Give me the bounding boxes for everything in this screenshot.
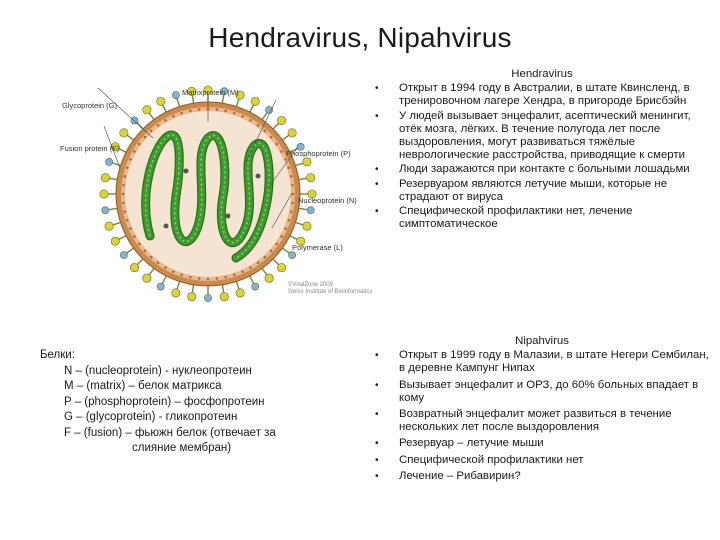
nipah-bullet-text: Открыт в 1999 году в Малазии, в штате Негери Сембилан, в деревне Кампунг Нипах: [399, 349, 709, 375]
matrix-dot: [275, 243, 278, 246]
hendra-bullet-text: У людей вызывает энцефалит, асептический менингит, отёк мозга, лёгких. В течение полугода лет после выздоровления, могут развиваться тяжёлые неврологические расстройства, приводящие к смерти: [399, 109, 691, 162]
matrix-dot: [126, 166, 129, 169]
matrix-dot: [233, 112, 236, 115]
hendra-bullet: [374, 178, 710, 204]
nipah-bullet: [374, 408, 710, 434]
proteins-heading: Белки:: [40, 349, 75, 361]
matrix-dot: [126, 219, 129, 222]
label-nucleoprotein: Nucleoprotein (N): [298, 196, 357, 205]
matrix-dot: [133, 235, 136, 238]
matrix-dot: [241, 115, 244, 118]
matrix-dot: [189, 110, 192, 113]
glycoprotein-spike: [172, 289, 180, 297]
glycoprotein-spike: [105, 222, 113, 230]
glycoprotein-spike: [307, 174, 315, 182]
matrix-dot: [207, 278, 210, 281]
nipah-bullet: [374, 349, 710, 375]
matrix-dot: [280, 150, 283, 153]
hendra-bullet: [374, 205, 710, 231]
matrix-dot: [270, 136, 273, 139]
glycoprotein-spike: [220, 293, 228, 301]
matrix-dot: [157, 261, 160, 264]
fusion-protein-spike: [307, 207, 314, 214]
glycoprotein-spike: [188, 293, 196, 301]
nipah-bullet-text: Специфической профилактики нет: [399, 453, 584, 466]
matrix-dot: [291, 202, 294, 205]
fusion-protein-spike: [289, 252, 296, 259]
nipah-bullet: [374, 437, 710, 450]
label-glycoprotein: Glycoprotein (G): [62, 101, 118, 110]
proteins-legend: [40, 348, 330, 457]
matrix-dot: [270, 250, 273, 253]
fusion-protein-spike: [204, 294, 211, 301]
protein-item: M – (matrix) – белок матрикса: [64, 380, 222, 392]
label-phosphoprotein: Phosphoprotein (P): [286, 149, 351, 158]
polymerase-mark: [226, 214, 231, 219]
nipahvirus-heading: Nipahvirus: [515, 335, 569, 347]
matrix-dot: [122, 202, 125, 205]
glycoprotein-spike: [157, 97, 165, 105]
bullet-icon: •: [375, 379, 379, 391]
matrix-dot: [290, 175, 293, 178]
bullet-icon: •: [375, 454, 379, 466]
hendra-bullet: [374, 163, 710, 176]
matrix-dot: [257, 124, 260, 127]
matrix-dot: [144, 250, 147, 253]
glycoprotein-spike: [143, 106, 151, 114]
polymerase-mark: [256, 174, 261, 179]
fusion-protein-spike: [172, 91, 179, 98]
matrix-dot: [189, 276, 192, 279]
virus-diagram: [58, 76, 373, 316]
glycoprotein-spike: [101, 174, 109, 182]
nipah-bullet: [374, 454, 710, 467]
glycoprotein-spike: [265, 274, 273, 282]
glycoprotein-spike: [303, 222, 311, 230]
matrix-dot: [129, 158, 132, 161]
matrix-dot: [129, 227, 132, 230]
nipahvirus-section: [374, 335, 710, 486]
bullet-icon: •: [375, 206, 379, 218]
matrix-dot: [150, 256, 153, 259]
matrix-dot: [124, 175, 127, 178]
hendra-bullet-text: Люди заражаются при контакте с больными лошадьми: [399, 163, 690, 176]
protein-item: N – (nucleoprotein) - нуклеопротеин: [64, 364, 252, 377]
matrix-dot: [138, 143, 141, 146]
matrix-dot: [216, 108, 219, 111]
matrix-dot: [233, 274, 236, 277]
glycoprotein-spike: [277, 263, 285, 271]
matrix-dot: [157, 124, 160, 127]
matrix-dot: [150, 130, 153, 133]
matrix-dot: [249, 266, 252, 269]
protein-item: P – (phosphoprotein) – фосфопротеин: [64, 395, 265, 408]
polymerase-mark: [184, 169, 189, 174]
glycoprotein-spike: [288, 129, 296, 137]
hendravirus-section: [374, 68, 710, 232]
hendra-bullet: [374, 82, 710, 108]
hendra-bullet: [374, 110, 710, 163]
matrix-dot: [122, 184, 125, 187]
protein-item-continuation: слияние мембран): [132, 442, 232, 454]
matrix-dot: [291, 184, 294, 187]
hendra-bullet-text: Открыт в 1994 году в Австралии, в штате Квинсленд, в тренировочном лагере Хендра, в пригороде Брисбэйн: [399, 82, 690, 108]
bullet-icon: •: [375, 110, 379, 122]
matrix-dot: [198, 108, 201, 111]
nipah-bullet: [374, 470, 710, 483]
fusion-protein-spike: [120, 252, 127, 259]
bullet-icon: •: [375, 470, 379, 482]
glycoprotein-spike: [236, 289, 244, 297]
polymerase-mark: [164, 224, 169, 229]
bullet-icon: •: [375, 83, 379, 95]
fusion-protein-spike: [105, 158, 112, 165]
bullet-icon: •: [375, 409, 379, 421]
matrix-dot: [288, 219, 291, 222]
matrix-dot: [257, 261, 260, 264]
fusion-protein-spike: [252, 283, 259, 290]
glycoprotein-spike: [143, 274, 151, 282]
matrix-dot: [133, 150, 136, 153]
slide-title: Hendravirus, Nipahvirus: [208, 22, 512, 53]
label-fusion-protein: Fusion protein (F): [60, 144, 120, 153]
matrix-dot: [275, 143, 278, 146]
glycoprotein-spike: [130, 263, 138, 271]
protein-item: F – (fusion) – фьюжн белок (отвечает за: [64, 426, 276, 439]
glycoprotein-spike: [277, 116, 285, 124]
bullet-icon: •: [375, 350, 379, 362]
nipah-bullet: [374, 379, 710, 405]
hendravirus-heading: Hendravirus: [511, 68, 573, 80]
label-polymerase: Polymerase (L): [292, 243, 343, 252]
nipah-bullet-text: Вызывает энцефалит и ОРЗ, до 60% больных впадает в кому: [399, 378, 699, 404]
nipah-bullet-text: Резервуар – летучие мыши: [399, 437, 544, 450]
hendra-bullet-text: Специфической профилактики нет, лечение симптоматическое: [399, 205, 633, 231]
matrix-dot: [280, 235, 283, 238]
matrix-dot: [124, 210, 127, 213]
fusion-protein-spike: [102, 207, 109, 214]
matrix-dot: [198, 277, 201, 280]
matrix-dot: [241, 270, 244, 273]
glycoprotein-spike: [303, 158, 311, 166]
glycoprotein-spike: [251, 97, 259, 105]
glycoprotein-spike: [120, 129, 128, 137]
bullet-icon: •: [375, 438, 379, 450]
glycoprotein-spike: [100, 190, 108, 198]
hendra-bullet-text: Резервуаром являются летучие мыши, которые не страдают от вируса: [399, 177, 668, 203]
matrix-dot: [284, 158, 287, 161]
matrix-dot: [164, 119, 167, 122]
matrix-dot: [264, 130, 267, 133]
matrix-dot: [224, 110, 227, 113]
matrix-dot: [172, 115, 175, 118]
fusion-protein-spike: [131, 117, 138, 124]
matrix-dot: [224, 276, 227, 279]
matrix-dot: [180, 112, 183, 115]
protein-item: G – (glycoprotein) - гликопротеин: [64, 411, 238, 423]
nipah-bullet-text: Лечение – Рибавирин?: [399, 469, 521, 482]
matrix-dot: [122, 193, 125, 196]
nipah-bullet-text: Возвратный энцефалит может развиться в течение нескольких лет после выздоровления: [399, 408, 672, 434]
fusion-protein-spike: [157, 283, 164, 290]
matrix-dot: [288, 166, 291, 169]
glycoprotein-spike: [111, 237, 119, 245]
matrix-dot: [284, 227, 287, 230]
label-matrixprotein: Matrixprotein (M): [182, 88, 239, 97]
matrix-dot: [290, 210, 293, 213]
matrix-dot: [264, 256, 267, 259]
matrix-dot: [144, 136, 147, 139]
matrix-dot: [164, 266, 167, 269]
copyright-note: ©ViralZone 2009 Swiss Institute of Bioinformatics: [288, 282, 373, 295]
matrix-dot: [172, 270, 175, 273]
matrix-dot: [138, 243, 141, 246]
matrix-dot: [216, 277, 219, 280]
bullet-icon: •: [375, 178, 379, 190]
fusion-protein-spike: [266, 106, 273, 113]
matrix-dot: [180, 274, 183, 277]
matrix-dot: [249, 119, 252, 122]
bullet-icon: •: [375, 164, 379, 176]
